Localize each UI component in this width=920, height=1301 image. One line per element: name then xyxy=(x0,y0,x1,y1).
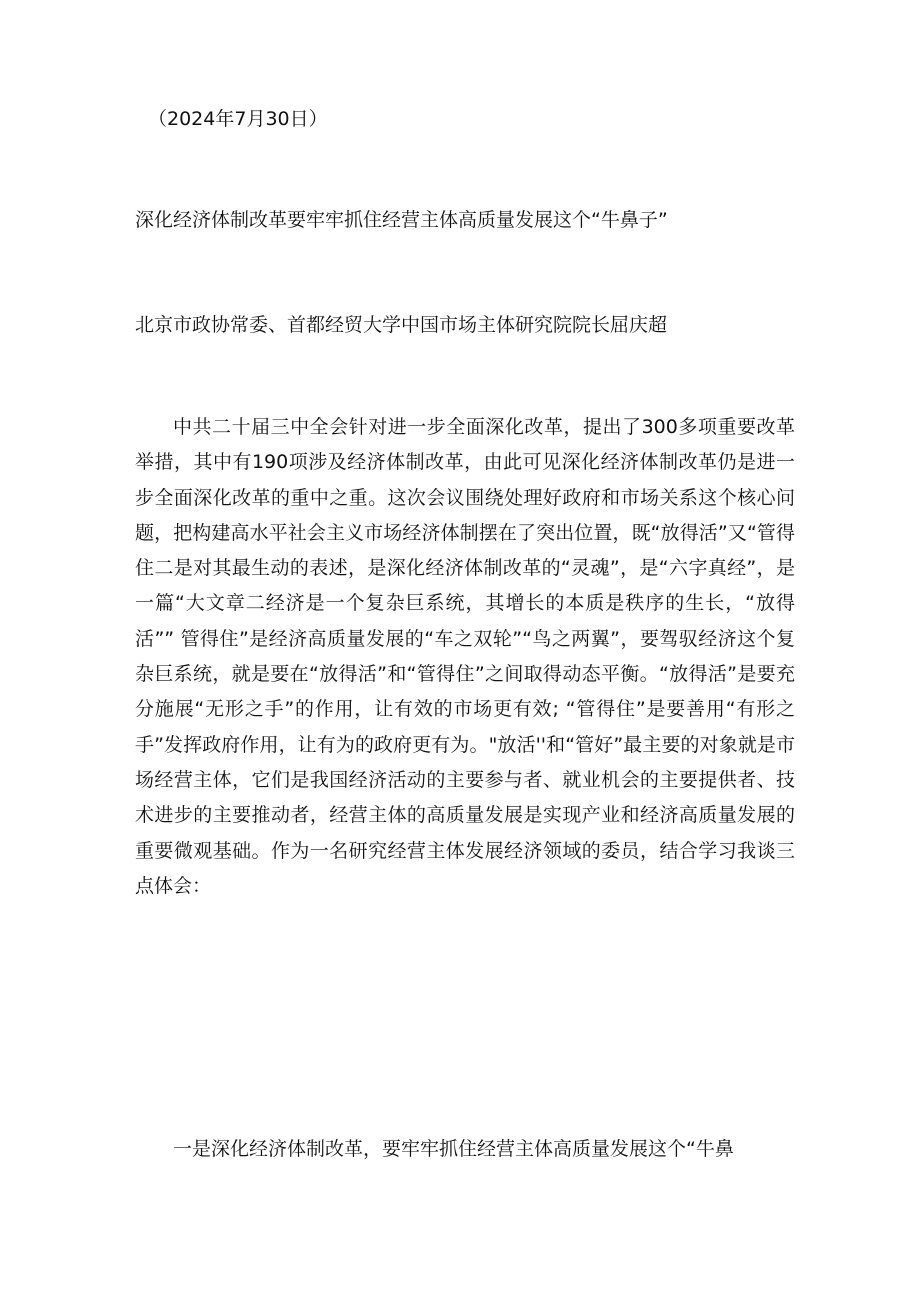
document-date: （2024年7月30日） xyxy=(148,108,328,130)
body-paragraph-1: 中共二十届三中全会针对进一步全面深化改革，提出了300多项重要改革举措，其中有190项涉及经济体制改革，由此可见深化经济体制改革仍是进一步全面深化改革的重中之重。这次会议围绕处理好政府和市场关系这个核心问题，把构建高水平社会主义市场经济体制摆在了突出位置，既“放得活”又“管得住二是对其最生动的表述，是深化经济体制改革的“灵魂”，是“六字真经”，是一篇“大文章二经济是一个复杂巨系统，其增长的本质是秩序的生长，“放得活”” 管得住”是经济高质量发展的“车之双轮”“鸟之两翼”，要驾驭经济这个复杂巨系统，就是要在“放得活”和“管得住”之间取得动态平衡。“放得活”是要充分施展“无形之手”的作用，让有效的市场更有效; “管得住”是要善用“有形之手”发挥政府作用，让有为的政府更有为。"放活''和“管好”最主要的对象就是市场经营主体，它们是我国经济活动的主要参与者、就业机会的主要提供者、技术进步的主要推动者，经营主体的高质量发展是实现产业和经济高质量发展的重要微观基础。作为一名研究经营主体发展经济领域的委员，结合学习我谈三点体会： xyxy=(135,416,795,897)
document-title: 深化经济体制改革要牢牢抓住经营主体高质量发展这个“牛鼻子” xyxy=(135,209,668,231)
document-author: 北京市政协常委、首都经贸大学中国市场主体研究院院长屈庆超 xyxy=(135,314,668,336)
body-paragraph-2: 一是深化经济体制改革，要牢牢抓住经营主体高质量发展这个“牛鼻 xyxy=(173,1138,734,1160)
